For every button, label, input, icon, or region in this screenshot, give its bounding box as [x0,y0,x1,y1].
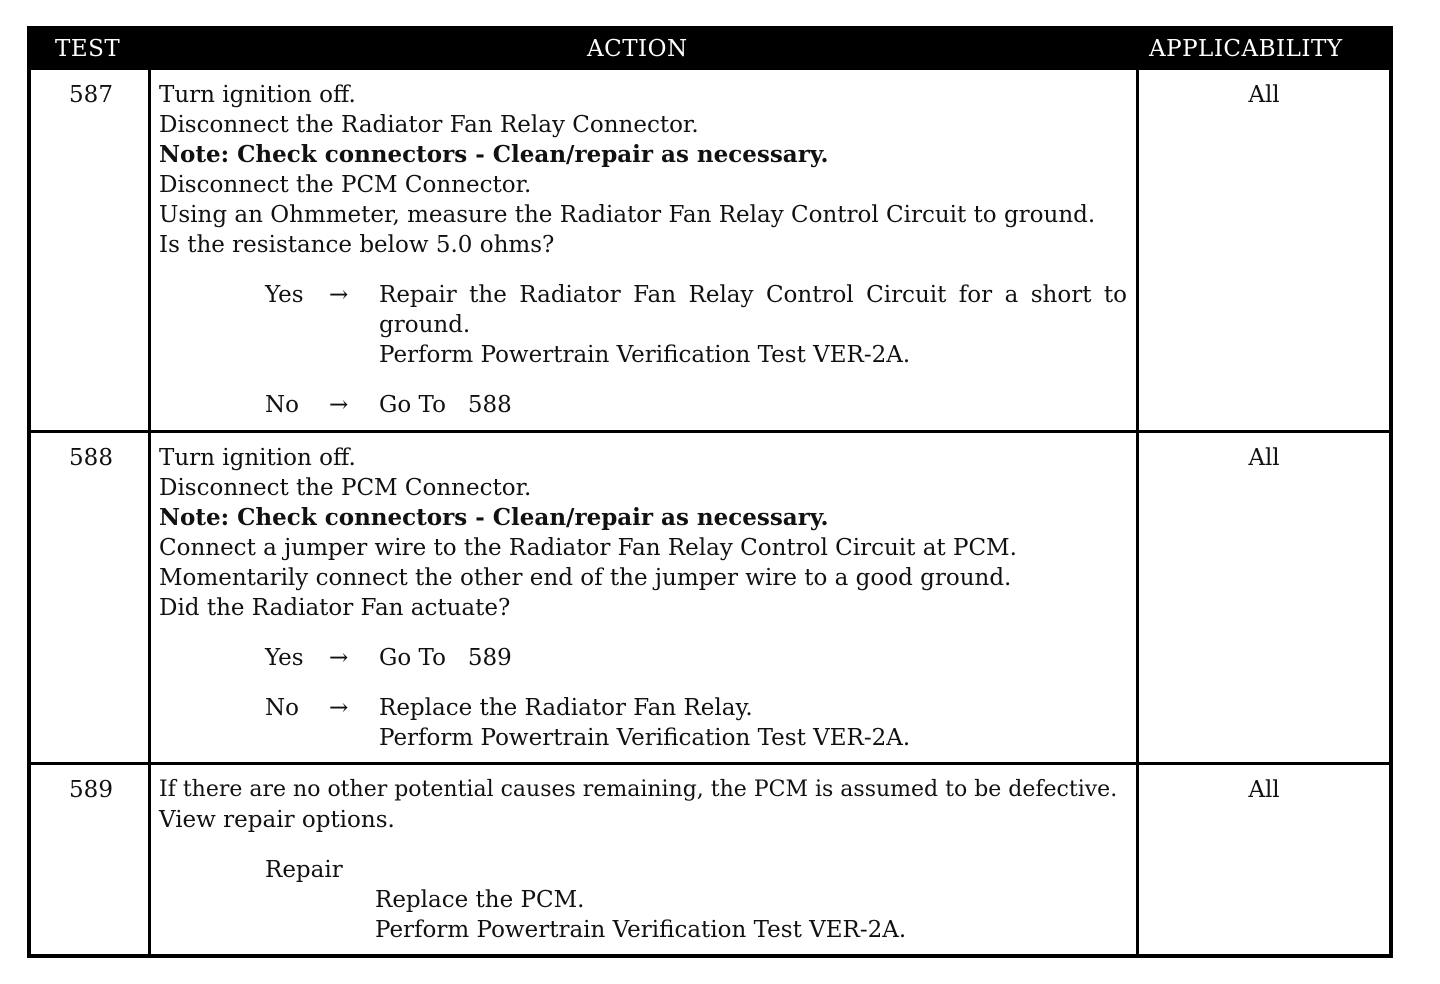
no-label: No [265,695,299,721]
table-row [31,70,1389,430]
action-question: Did the Radiator Fan actuate? [159,595,511,621]
action-line: Turn ignition off. [159,82,356,108]
applicability: All [1248,82,1280,108]
action-note: Note: Check connectors - Clean/repair as necessary. [159,141,829,168]
no-text: Perform Powertrain Verification Test VER-2A. [379,725,911,751]
diagnostic-table [27,26,1393,958]
action-line: Disconnect the PCM Connector. [159,172,532,198]
test-number: 588 [69,445,113,471]
yes-text: ground. [379,312,471,338]
repair-label: Repair [265,857,343,883]
action-line: Disconnect the PCM Connector. [159,475,532,501]
action-line: If there are no other potential causes remaining, the PCM is assumed to be defective. [159,777,1118,802]
applicability: All [1248,445,1280,471]
action-line: Momentarily connect the other end of the jumper wire to a good ground. [159,565,1012,591]
no-text: Go To 588 [379,392,512,418]
action-line: View repair options. [159,807,395,833]
test-number: 587 [69,82,113,108]
no-text: Replace the Radiator Fan Relay. [379,695,753,721]
header-action: ACTION [587,36,688,62]
no-label: No [265,392,299,418]
table-header [31,30,1389,70]
action-line: Turn ignition off. [159,445,356,471]
yes-label: Yes [265,282,304,308]
arrow-icon: → [329,695,349,721]
applicability: All [1248,777,1280,803]
yes-text: Perform Powertrain Verification Test VER-2A. [379,342,911,368]
repair-text: Replace the PCM. [375,887,585,913]
repair-text: Perform Powertrain Verification Test VER-2A. [375,917,907,943]
action-note: Note: Check connectors - Clean/repair as necessary. [159,504,829,531]
action-question: Is the resistance below 5.0 ohms? [159,232,555,258]
action-line: Connect a jumper wire to the Radiator Fan Relay Control Circuit at PCM. [159,535,1017,561]
yes-text: Repair the Radiator Fan Relay Control Circuit for a short to [379,282,1127,308]
yes-text: Go To 589 [379,645,512,671]
test-number: 589 [69,777,113,803]
arrow-icon: → [329,282,349,308]
header-test: TEST [55,36,121,62]
arrow-icon: → [329,645,349,671]
action-line: Using an Ohmmeter, measure the Radiator Fan Relay Control Circuit to ground. [159,202,1096,228]
arrow-icon: → [329,392,349,418]
table-row [31,765,1389,954]
header-applicability: APPLICABILITY [1149,36,1343,62]
action-line: Disconnect the Radiator Fan Relay Connector. [159,112,699,138]
table-row [31,433,1389,762]
yes-label: Yes [265,645,304,671]
